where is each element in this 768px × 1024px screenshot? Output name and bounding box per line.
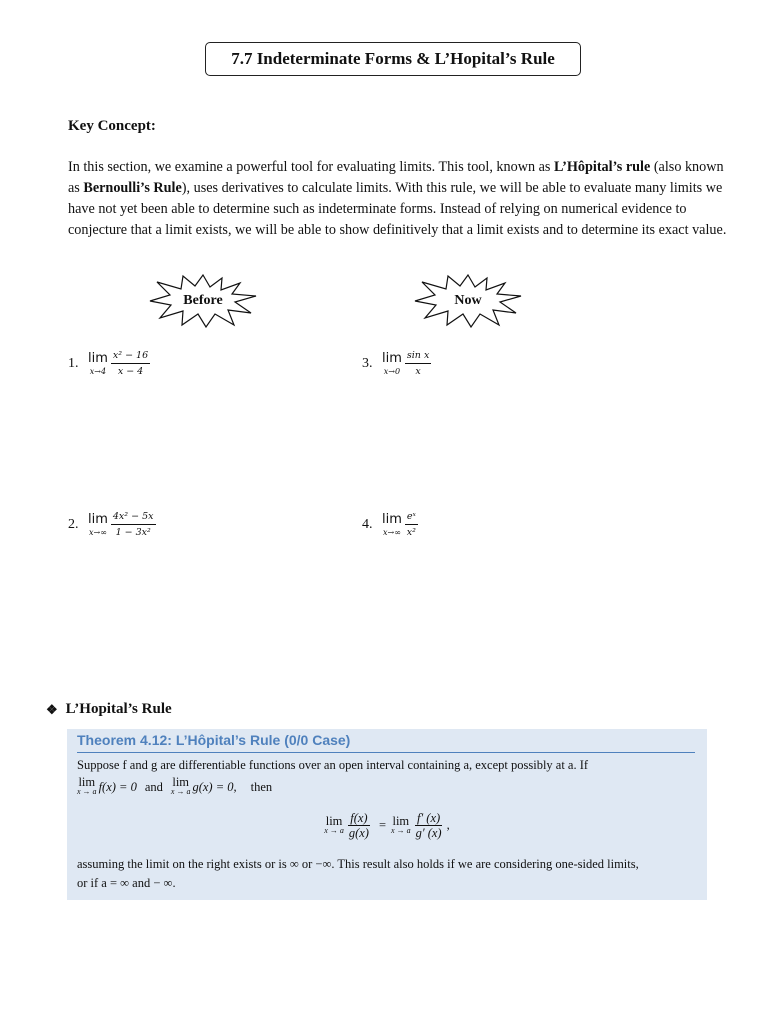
problem-number: 2. — [68, 516, 79, 532]
lim-label: lim — [88, 512, 108, 527]
problem-2 — [68, 511, 156, 538]
lim-expression: lim x → a — [77, 775, 97, 796]
lim-label: lim — [382, 512, 402, 527]
problem-number: 1. — [68, 355, 79, 371]
page-title: 7.7 Indeterminate Forms & L’Hopital’s Rule — [205, 42, 581, 76]
lhopital-rule-term: L’Hôpital’s rule — [553, 159, 651, 175]
then-word: then — [250, 779, 273, 794]
numerator: eˣ — [405, 511, 418, 525]
section-heading-label: L’Hopital’s Rule — [65, 701, 172, 717]
equals-sign: = — [378, 818, 387, 832]
right-fraction: $\frac{f' (x)}{g' (x)}$ — [415, 811, 442, 840]
problem-number: 3. — [362, 355, 373, 371]
numerator: 4x² − 5x — [111, 511, 156, 525]
lim-subscript: x→∞ — [383, 528, 401, 537]
before-label: Before — [183, 293, 223, 308]
theorem-title: Theorem 4.12: L’Hôpital’s Rule (0/0 Case) — [77, 732, 695, 753]
fraction — [405, 511, 418, 538]
fraction — [111, 511, 156, 538]
lim-expression: lim x → a — [324, 813, 344, 835]
fraction — [111, 350, 150, 377]
lim-subscript: x→∞ — [89, 528, 107, 537]
problem-1 — [68, 350, 150, 377]
lim-label: lim — [88, 351, 108, 366]
left-fraction: $\frac{f(x)}{g(x)}$ — [348, 811, 369, 840]
denominator: x² — [406, 527, 416, 538]
theorem-line-1: Suppose f and g are differentiable functions over an open interval containing a, except possibly at a. If — [77, 758, 589, 772]
condition-f: f(x) = 0 — [98, 779, 137, 794]
intro-paragraph: In this section, we examine a powerful tool for evaluating limits. This tool, known as L’Hôpital’s rule (also known as Bernoulli’s Rule), uses derivatives to calculate limits. With this rule, we will be able to evaluate many limits we have not yet been able to determine such as indeterminate forms. Instead of relying on numerical evidence to conjecture that a limit exists, we will be able to show definitively that a limit exists and to determine its exact value. — [68, 159, 727, 238]
fraction — [405, 350, 431, 377]
lhopital-formula — [67, 811, 707, 840]
problem-4 — [362, 511, 418, 538]
key-concept-heading: Key Concept: — [68, 118, 156, 134]
lim-expression: lim x → a — [170, 775, 191, 796]
numerator: sin x — [405, 350, 431, 364]
denominator: x − 4 — [117, 366, 144, 377]
before-burst — [148, 274, 258, 328]
now-label: Now — [454, 293, 482, 308]
theorem-conditions — [77, 777, 697, 797]
now-burst — [413, 274, 523, 328]
diamond-bullet-icon: ❖ — [46, 701, 58, 717]
lim-expression: lim x → a — [391, 813, 411, 835]
lim-label: lim — [382, 351, 402, 366]
theorem-line-4: or if a = ∞ and − ∞. — [77, 876, 176, 890]
lim-subscript: x→4 — [89, 367, 107, 376]
lim-subscript: x→0 — [383, 367, 401, 376]
and-word: and — [144, 779, 163, 794]
denominator: x — [415, 366, 421, 377]
problem-3 — [362, 350, 431, 377]
denominator: 1 − 3x² — [115, 527, 151, 538]
numerator: x² − 16 — [111, 350, 150, 364]
theorem-box — [67, 729, 707, 900]
section-heading — [46, 701, 172, 718]
condition-g: g(x) = 0, — [192, 779, 237, 794]
bernoulli-rule-term: Bernoulli’s Rule — [83, 180, 182, 196]
theorem-line-3: assuming the limit on the right exists or is ∞ or −∞. This result also holds if we are considering one-sided limits, — [77, 857, 639, 871]
formula-comma: , — [446, 818, 450, 832]
problem-number: 4. — [362, 516, 373, 532]
